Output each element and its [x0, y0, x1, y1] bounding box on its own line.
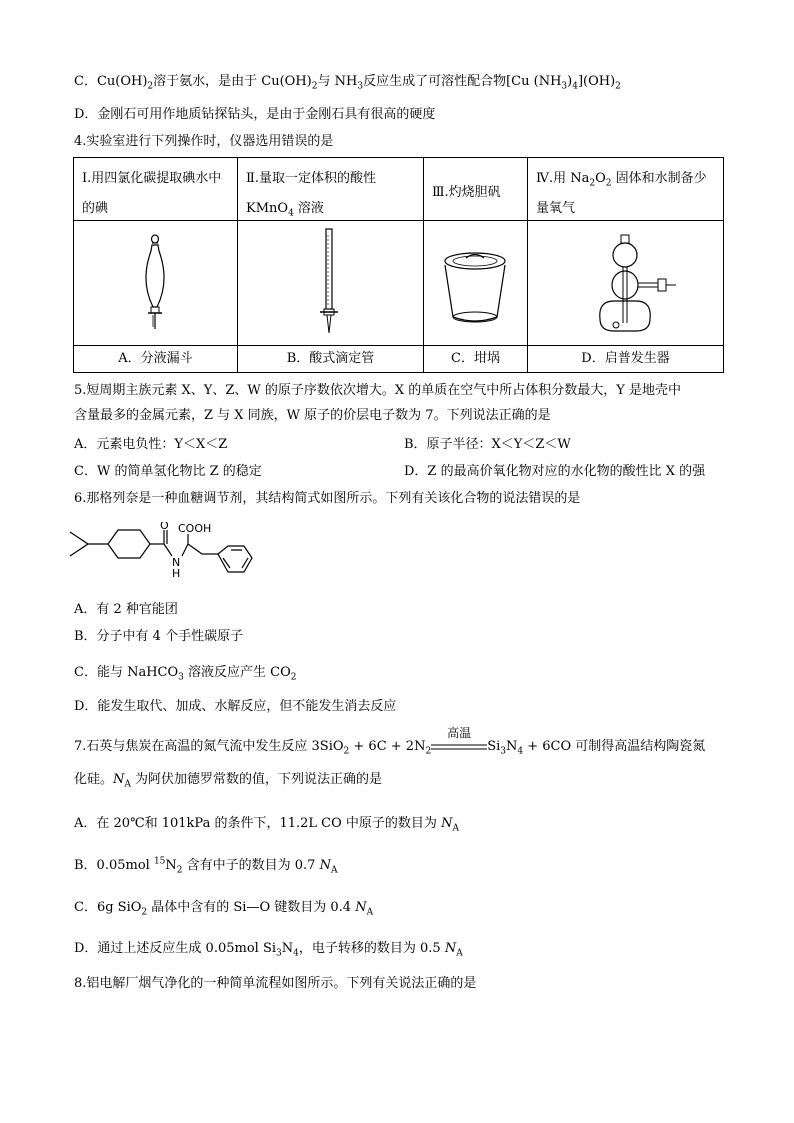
hydrogen-label: H — [172, 567, 181, 580]
crucible-image — [424, 221, 527, 345]
nateglinide-structure — [68, 522, 268, 598]
header-1: Ⅰ.用四氯化碳提取碘水中的碘 — [82, 171, 222, 216]
q5-stem-2: 含量最多的金属元素，Z 与 X 同族，W 原子的价层电子数为 7。下列说法正确的是 — [74, 408, 551, 423]
q6-option-c: C．能与 NaHCO$_3$ 溶液反应产生 $CO_2$ — [74, 665, 297, 683]
q5-option-d: D．Z 的最高价氧化物对应的水化物的酸性比 X 的强 — [404, 464, 706, 479]
q7-option-d: D．通过上述反应生成 0.05mol $Si_3N_4$，电子转移的数目为 0.5 $N_A$ — [74, 941, 463, 959]
separatory-funnel-image — [74, 221, 237, 345]
caption-a: A．分液漏斗 — [118, 351, 193, 366]
q7-stem-1: 7.石英与焦炭在高温的氮气流中发生反应 $3SiO_2 + 6C + 2N_2$ 高温 $Si_3N_4 + 6CO$ 可制得高温结构陶瓷氮 — [74, 737, 705, 757]
nitrogen-label: N — [172, 556, 181, 569]
caption-c: C．坩埚 — [451, 351, 500, 366]
q6-option-a: A．有 2 种官能团 — [74, 602, 178, 617]
reaction-condition: 高温 — [447, 726, 472, 740]
q6-option-b: B．分子中有 4 个手性碳原子 — [74, 629, 244, 644]
q7-option-a: A．在 20℃和 101kPa 的条件下，11.2L CO 中原子的数目为 $N_A$ — [74, 816, 459, 834]
q3-option-c: C．$Cu(OH)_2$溶于氨水，是由于 $Cu(OH)_2$与 $NH_3$反应生成了可溶性配合物[Cu $(NH_3)_4](OH)_2$ — [74, 74, 621, 92]
q5-option-a: A．元素电负性：Y＜X＜Z — [74, 437, 228, 452]
caption-b: B．酸式滴定管 — [286, 351, 375, 366]
acid-burette-image — [238, 221, 423, 345]
q4-stem: 4.实验室进行下列操作时，仪器选用错误的是 — [74, 134, 334, 149]
q5-option-c: C．W 的简单氢化物比 Z 的稳定 — [74, 464, 262, 479]
cooh-label: COOH — [178, 522, 212, 535]
q7-option-b: B．0.05mol $^{15}N_2$ 含有中子的数目为 0.7 $N_A$ — [74, 856, 338, 876]
q7-option-c: C．6g SiO$_2$ 晶体中含有的 Si—O 键数目为 0.4 $N_A$ — [74, 900, 374, 918]
caption-d: D．启普发生器 — [581, 351, 670, 366]
oxygen-label: O — [160, 522, 169, 532]
header-2: Ⅱ.量取一定体积的酸性 KMnO$_4$ 溶液 — [246, 171, 376, 219]
header-4: Ⅳ.用 $Na_2O_2$ 固体和水制备少量氧气 — [536, 171, 707, 216]
q7-stem-2: 化硅。$N_A$ 为阿伏加德罗常数的值，下列说法正确的是 — [74, 772, 383, 790]
header-3: Ⅲ.灼烧胆矾 — [432, 185, 501, 200]
apparatus-table — [73, 157, 724, 373]
q8-stem: 8.铝电解厂烟气净化的一种简单流程如图所示。下列有关说法正确的是 — [74, 976, 477, 991]
q6-option-d: D．能发生取代、加成、水解反应，但不能发生消去反应 — [74, 699, 397, 714]
q5-stem-1: 5.短周期主族元素 X、Y、Z、W 的原子序数依次增大。X 的单质在空气中所占体积分数最大，Y 是地壳中 — [74, 383, 682, 398]
q6-stem: 6.那格列奈是一种血糖调节剂，其结构简式如图所示。下列有关该化合物的说法错误的是 — [74, 491, 581, 506]
q3-option-d: D．金刚石可用作地质钻探钻头，是由于金刚石具有很高的硬度 — [74, 107, 436, 122]
q5-option-b: B．原子半径：X＜Y＜Z＜W — [404, 437, 571, 452]
kipp-generator-image — [528, 221, 723, 345]
